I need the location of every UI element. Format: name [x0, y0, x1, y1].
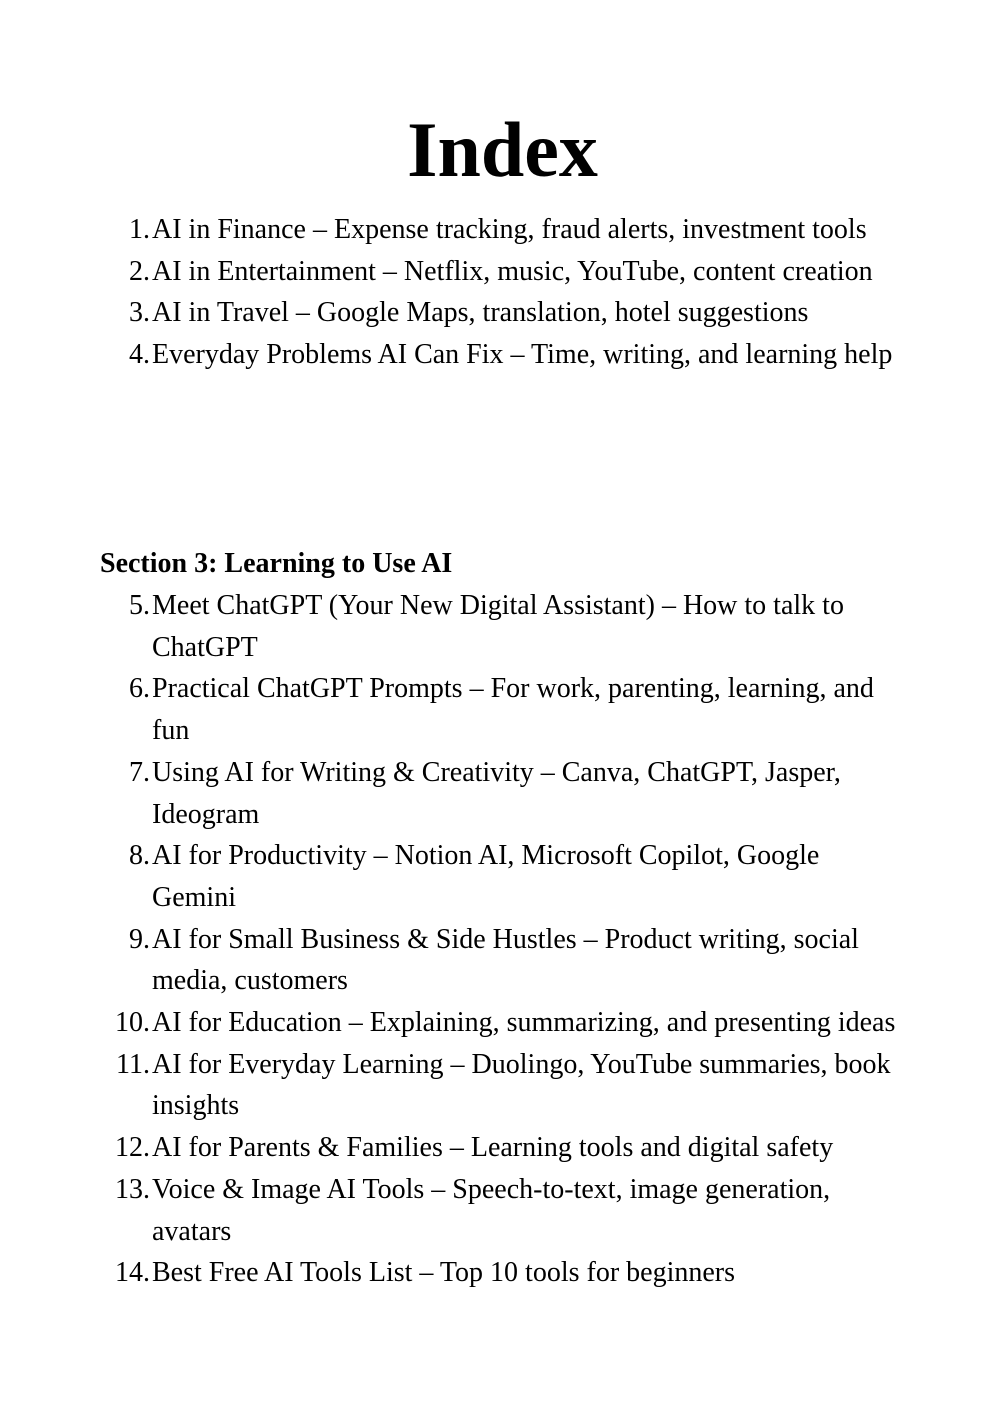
list-item-text: Practical ChatGPT Prompts – For work, parenting, learning, and fun: [152, 673, 874, 747]
list-item: [0, 334, 1005, 376]
list-item-text: AI in Travel – Google Maps, translation, hotel suggestions: [152, 297, 809, 329]
list-item: [0, 1044, 1005, 1127]
list-item-number: 14.: [115, 1257, 150, 1289]
list-item: [0, 585, 1005, 668]
list-item-number: 3.: [129, 297, 150, 329]
page-title: Index: [407, 106, 598, 193]
list-item: [0, 752, 1005, 835]
list-item-text: AI for Parents & Families – Learning tools and digital safety: [152, 1132, 834, 1164]
index-list-section-3: [0, 585, 1005, 1294]
list-item-number: 13.: [115, 1173, 150, 1205]
list-item-text: AI in Finance – Expense tracking, fraud alerts, investment tools: [152, 214, 867, 245]
list-item-text: AI for Everyday Learning – Duolingo, YouTube summaries, book insights: [152, 1048, 891, 1122]
list-item-number: 1.: [129, 214, 150, 245]
list-item: [0, 668, 1005, 751]
section-heading: Section 3: Learning to Use AI: [100, 548, 453, 579]
list-item-number: 4.: [129, 339, 150, 371]
list-item-number: 10.: [115, 1007, 150, 1039]
list-item-number: 7.: [129, 756, 150, 788]
list-item-text: AI for Productivity – Notion AI, Microsoft Copilot, Google Gemini: [152, 840, 820, 913]
index-list-part-1: [0, 209, 1005, 376]
list-item-text: Meet ChatGPT (Your New Digital Assistant) – How to talk to ChatGPT: [152, 590, 844, 663]
list-item: [0, 835, 1005, 918]
list-item-number: 12.: [115, 1132, 150, 1164]
list-item: [0, 1169, 1005, 1252]
list-item: [0, 919, 1005, 1002]
list-item: [0, 292, 1005, 334]
list-item-number: 9.: [129, 923, 150, 955]
list-item-text: AI for Education – Explaining, summarizing, and presenting ideas: [152, 1007, 896, 1039]
list-item-text: Best Free AI Tools List – Top 10 tools for beginners: [152, 1257, 736, 1289]
list-item: [0, 1002, 1005, 1044]
list-item: [0, 1127, 1005, 1169]
list-item-number: 11.: [116, 1048, 150, 1080]
list-item-number: 8.: [129, 840, 150, 872]
list-item-number: 2.: [129, 255, 150, 287]
list-item-number: 6.: [129, 673, 150, 705]
list-item-text: Everyday Problems AI Can Fix – Time, writing, and learning help: [152, 339, 893, 371]
list-item-text: AI in Entertainment – Netflix, music, YouTube, content creation: [152, 255, 873, 287]
list-item-text: AI for Small Business & Side Hustles – Product writing, social media, customers: [152, 923, 859, 997]
list-item-text: Using AI for Writing & Creativity – Canva, ChatGPT, Jasper, Ideogram: [152, 756, 841, 830]
list-item-text: Voice & Image AI Tools – Speech-to-text, image generation, avatars: [152, 1173, 831, 1247]
list-item: [0, 251, 1005, 293]
list-item: [0, 209, 1005, 251]
list-item-number: 5.: [129, 590, 150, 621]
list-item: [0, 1252, 1005, 1294]
